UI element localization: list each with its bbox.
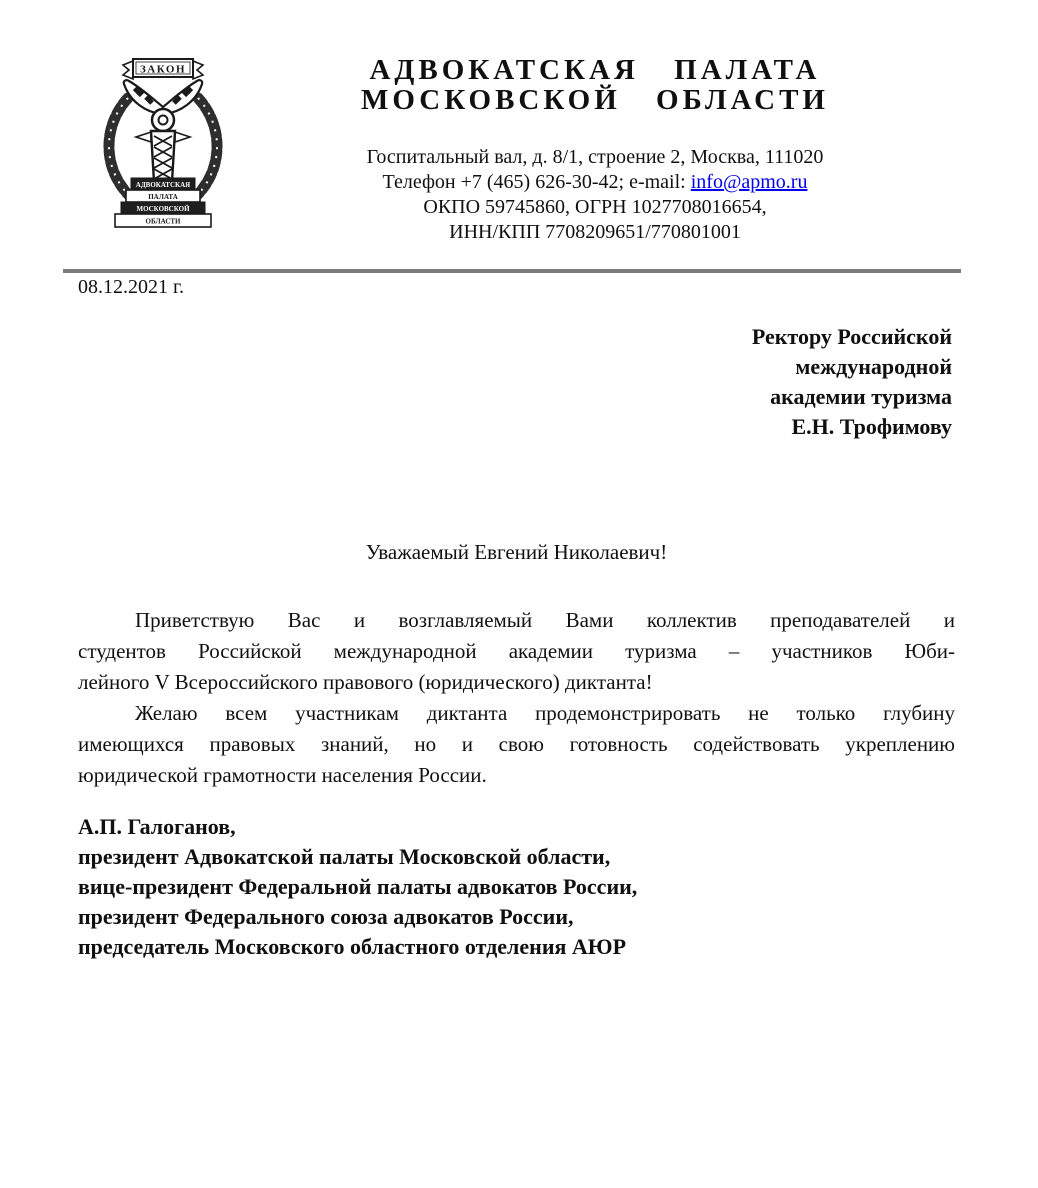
pedestal-text-2: ПАЛАТА — [148, 193, 178, 201]
apmo-emblem — [88, 52, 238, 232]
body-line: имеющихся правовых знаний, но и свою готовность содействовать укреплению — [78, 732, 955, 756]
salutation: Уважаемый Евгений Николаевич! — [365, 540, 668, 564]
body-line: юридической грамотности населения России. — [78, 763, 487, 787]
letter-body — [78, 605, 955, 791]
org-title-line2: МОСКОВСКОЙ ОБЛАСТИ — [360, 83, 829, 116]
addressee-line: международной — [795, 354, 952, 379]
signature-title: президент Адвокатской палаты Московской области, — [78, 844, 611, 869]
body-line: Желаю всем участникам диктанта продемонстрировать не только глубину — [135, 701, 955, 725]
zakon-banner — [123, 59, 203, 79]
signature-title: вице-президент Федеральной палаты адвокатов России, — [78, 874, 638, 899]
pedestal-text-3: МОСКОВСКОЙ — [136, 205, 190, 213]
org-address: Госпитальный вал, д. 8/1, строение 2, Москва, 111020 — [366, 146, 824, 168]
signature-name: А.П. Галоганов, — [78, 814, 236, 839]
letter-date: 08.12.2021 г. — [78, 276, 184, 298]
org-contacts — [300, 145, 890, 245]
addressee-block — [752, 322, 952, 442]
emblem-pedestal — [115, 178, 211, 227]
org-title — [300, 56, 890, 115]
signature-block — [78, 812, 637, 962]
body-line: лейного V Всероссийского правового (юридического) диктанта! — [78, 670, 653, 694]
addressee-line: Ректору Российской — [751, 324, 952, 349]
org-title-line1: АДВОКАТСКАЯ ПАЛАТА — [369, 54, 821, 86]
org-phone-line — [300, 170, 890, 195]
zakon-banner-text: ЗАКОН — [139, 63, 187, 76]
signature-title: председатель Московского областного отделения АЮР — [78, 934, 627, 959]
body-line: студентов Российской международной академии туризма – участников Юби- — [78, 639, 955, 663]
signature-title: президент Федерального союза адвокатов России, — [78, 904, 574, 929]
emblem-column — [136, 109, 190, 182]
org-phone: Телефон +7 (465) 626-30-42; e-mail: — [382, 171, 691, 193]
header-divider — [63, 269, 961, 273]
addressee-line: академии туризма — [770, 384, 952, 409]
body-line: Приветствую Вас и возглавляемый Вами коллектив преподавателей и — [135, 608, 955, 632]
org-okpo-ogrn: ОКПО 59745860, ОГРН 1027708016654, — [423, 196, 767, 218]
pedestal-text-4: ОБЛАСТИ — [145, 217, 181, 226]
pedestal-text-1: АДВОКАТСКАЯ — [135, 181, 191, 189]
addressee-line: Е.Н. Трофимову — [791, 414, 952, 439]
email-link[interactable]: info@apmo.ru — [690, 171, 808, 193]
org-inn-kpp: ИНН/КПП 7708209651/770801001 — [449, 221, 741, 243]
letterhead — [300, 56, 890, 245]
